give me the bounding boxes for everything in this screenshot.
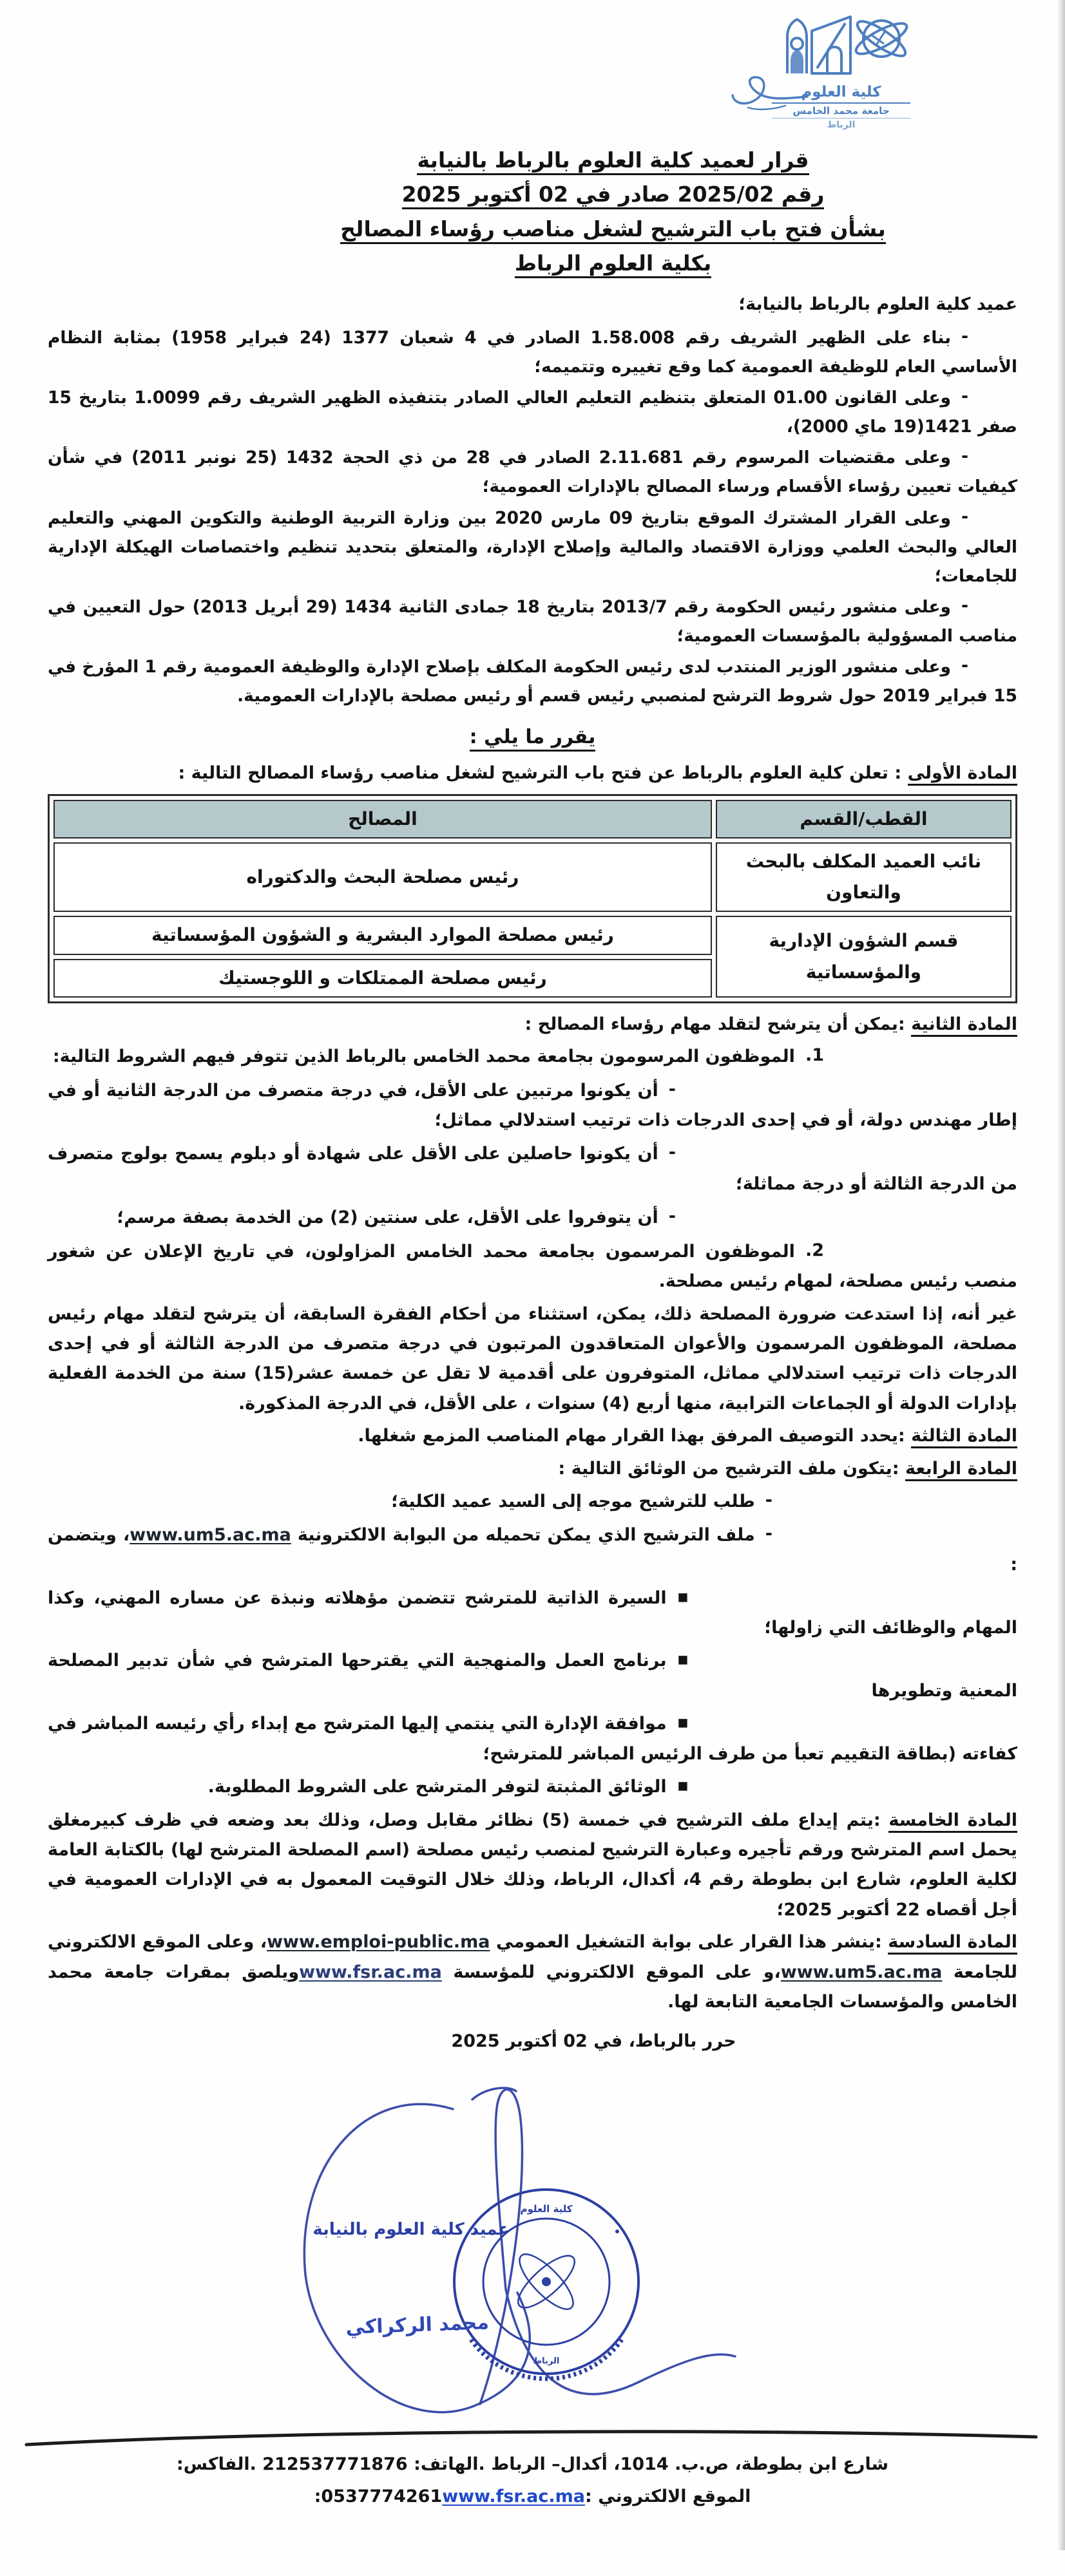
article-3	[48, 1421, 1017, 1451]
title-line-2: رقم 2025/02 صادر في 02 أكتوبر 2025	[402, 182, 825, 209]
article-separator: :	[874, 1932, 888, 1953]
article-5	[48, 1806, 1017, 1926]
preamble-list	[48, 323, 1017, 710]
dash-bullet-icon: -	[765, 1523, 772, 1544]
title-line-1: قرار لعميد كلية العلوم بالرباط بالنيابة	[417, 147, 809, 175]
dossier-subitem-text: برنامج العمل والمنهجية التي يقترحها المترشح في شأن تدبير المصلحة المعنية وتطويرها	[48, 1651, 1017, 1701]
signature-scribble-icon	[304, 2088, 735, 2412]
dossier-subitem	[48, 1772, 1017, 1802]
logo-faculty-name: كلية العلوم	[772, 84, 910, 104]
article-5-label: المادة الخامسة	[888, 1810, 1017, 1833]
dossier-subitem	[48, 1709, 1017, 1769]
article-2	[48, 1010, 1017, 1039]
document-title	[48, 143, 1017, 281]
article-separator: :	[888, 763, 908, 784]
dash-bullet-icon: -	[668, 1206, 676, 1227]
table-row	[53, 842, 1012, 912]
preamble-item	[48, 383, 1017, 441]
condition-text: أن يكونوا حاصلين على الأقل على شهادة أو دبلوم يسمح بولوج متصرف من الدرجة الثالثة أو درجة مماثلة؛	[48, 1144, 1017, 1194]
eligibility-item-1-text: الموظفون المرسومون بجامعة محمد الخامس بالرباط الذين تتوفر فيهم الشروط التالية:	[52, 1046, 795, 1067]
title-line-4: بكلية العلوم الرباط	[515, 251, 711, 278]
dossier-item-text: طلب للترشيح موجه إلى السيد عميد الكلية؛	[391, 1492, 755, 1512]
salutation: عميد كلية العلوم بالرباط بالنيابة؛	[738, 294, 1017, 314]
dash-bullet-icon: -	[961, 327, 969, 347]
um5-site-link[interactable]: www.um5.ac.ma	[780, 1962, 943, 1982]
stamp-top-text: كلية العلوم	[520, 2203, 573, 2215]
eligibility-item-2	[48, 1237, 1017, 1297]
preamble-item	[48, 652, 1017, 710]
dossier-subitem	[48, 1646, 1017, 1706]
header-services: المصالح	[53, 800, 712, 838]
dossier-subitem-text: الوثائق المثبتة لتوفر المترشح على الشروط المطلوبة.	[207, 1777, 667, 1797]
dossier-subitem-text: السيرة الذاتية للمترشح تتضمن مؤهلاته ونبذة عن مساره المهني، وكذا المهام والوظائف التي زاولها؛	[48, 1587, 1017, 1638]
dash-bullet-icon: -	[668, 1079, 676, 1099]
article-4	[48, 1454, 1017, 1484]
cell-pole-admin-affairs: قسم الشؤون الإدارية والمؤسساتية	[716, 916, 1012, 997]
faculty-logo-icon	[772, 9, 910, 81]
document-body	[48, 143, 1017, 2056]
dash-bullet-icon: -	[668, 1142, 676, 1163]
condition-item	[48, 1076, 1017, 1136]
issued-line: حرر بالرباط، في 02 أكتوبر 2025	[451, 2031, 736, 2051]
preamble-item-text: وعلى القانون 01.00 المتعلق بتنظيم التعليم العالي الصادر بتنفيذه الظهير الشريف رقم 1.0099 بتاريخ 15 صفر 1421(19 ماي 2000)،	[48, 388, 1017, 437]
cell-pole-research: نائب العميد المكلف بالبحث والتعاون	[716, 842, 1012, 912]
exception-paragraph: غير أنه، إذا استدعت ضرورة المصلحة ذلك، يمكن، استثناء من أحكام الفقرة السابقة، أن يترشح لتقلد مهام رئيس مصلحة، الموظفون المرسمون والأعوان المتعاقدون المرتبون في درجة متصرف من الدرجة الثالثة أو في إحدى الدرجات ذات ترتيب استدلالي مماثل، المتوفرون على أقدمية لا تقل عن خمسة عشر(15) سنة من الخدمة الفعلية بإدارات الدولة أو الجماعات الترابية، منها أربع (4) سنوات ، على الأقل، في الدرجة المذكورة.	[48, 1303, 1017, 1414]
article-1	[48, 759, 1017, 788]
article-4-label: المادة الرابعة	[905, 1459, 1017, 1481]
footer-address-line: شارع ابن بطوطة، ص.ب. 1014، أكدال– الرباط .الهاتف: 212537771876 .الفاكس:	[176, 2454, 889, 2474]
logo-city-label: الرباط	[827, 120, 856, 130]
preamble-item	[48, 592, 1017, 650]
condition-text: أن يتوفروا على الأقل، على سنتين (2) من الخدمة بصفة مرسم؛	[117, 1208, 658, 1228]
article-separator: :	[897, 1426, 912, 1446]
signature-role-text: عميد كلية العلوم بالنيابة	[312, 2220, 510, 2239]
fsr-site-link[interactable]: www.fsr.ac.ma	[299, 1962, 442, 1982]
preamble-item-text: وعلى منشور رئيس الحكومة رقم 2013/7 بتاريخ 18 جمادى الثانية 1434 (29 أبريل 2013) حول التعيين في مناصب المسؤولية بالمؤسسات العمومية؛	[48, 596, 1017, 646]
article-1-label: المادة الأولى	[908, 763, 1017, 786]
scan-edge-shadow	[1057, 0, 1065, 2550]
title-line-3: بشأن فتح باب الترشيح لشغل مناصب رؤساء المصالح	[340, 216, 885, 244]
footer-website-line	[0, 2481, 1065, 2513]
cell-service-hr: رئيس مصلحة الموارد البشرية و الشؤون المؤسساتية	[53, 916, 712, 954]
preamble-item	[48, 443, 1017, 501]
preamble-item-text: وعلى مقتضيات المرسوم رقم 2.11.681 الصادر في 28 من ذي الحجة 1432 (25 نونبر 2011) في شأن كيفيات تعيين رؤساء الأقسام ورساء المصالح بالإدارات العمومية؛	[48, 448, 1017, 497]
article-6	[48, 1927, 1017, 2017]
table-header-row	[53, 800, 1012, 838]
dash-bullet-icon: -	[961, 595, 968, 616]
footer-site-label: الموقع الالكتروني :	[585, 2486, 751, 2506]
number-bullet: 1.	[805, 1045, 824, 1066]
preamble-item	[48, 504, 1017, 591]
signature-and-stamp	[253, 2077, 743, 2438]
article-6-text: ينشر هذا القرار على بوابة التشغيل العمومي	[490, 1932, 875, 1953]
round-stamp-icon	[454, 2190, 638, 2379]
square-bullet-icon: ▪	[676, 1586, 689, 1607]
condition-text: أن يكونوا مرتبين على الأقل، في درجة متصرف من الدرجة الثانية أو في إطار مهندس دولة، أو في إحدى الدرجات ذات ترتيب استدلالي مماثل؛	[48, 1080, 1017, 1130]
square-bullet-icon: ▪	[676, 1649, 689, 1670]
preamble-item	[48, 323, 1017, 381]
article-3-label: المادة الثالثة	[911, 1426, 1017, 1448]
dossier-item-text: ، ويتضمن :	[48, 1524, 1017, 1575]
eligibility-item-1	[48, 1042, 1017, 1072]
stamp-bottom-text: الرباط	[533, 2356, 560, 2366]
preamble-item-text: وعلى منشور الوزير المنتدب لدى رئيس الحكومة المكلف بإصلاح الإدارة والوظيفة العمومية رقم 1 المؤرخ في 15 فبراير 2019 حول شروط الترشح لمنصبي رئيس قسم أو رئيس مصلحة بالإدارات العمومية.	[48, 656, 1017, 706]
preamble-item-text: وعلى القرار المشترك الموقع بتاريخ 09 مارس 2020 بين وزارة التربية الوطنية والتكوين المهني والتعليم العالي والبحث العلمي ووزارة الاقتصاد والمالية وإصلاح الإدارة، والمتعلق بتحديد تنظيم واختصاصات الهيكلة الإدارية للجامعات؛	[48, 507, 1017, 586]
square-bullet-icon: ▪	[676, 1712, 689, 1733]
eligibility-item-2-text: الموظفون المرسمون بجامعة محمد الخامس المزاولون، في تاريخ الإعلان عن شغور منصب رئيس مصلحة، لمهام رئيس مصلحة.	[48, 1241, 1017, 1292]
square-bullet-icon: ▪	[676, 1776, 689, 1796]
dash-bullet-icon: -	[961, 506, 968, 527]
um5-portal-link[interactable]: www.um5.ac.ma	[130, 1524, 291, 1545]
footer-fax-number: :0537774261	[314, 2486, 443, 2506]
table-row	[53, 916, 1012, 954]
decision-heading: يقرر ما يلي :	[48, 721, 1017, 754]
condition-item	[48, 1139, 1017, 1199]
emploi-public-link[interactable]: www.emploi-public.ma	[267, 1932, 490, 1953]
article-3-text: يحدد التوصيف المرفق بهذا القرار مهام المناصب المزمع شغلها.	[358, 1426, 898, 1446]
footer-fsr-link[interactable]: www.fsr.ac.ma	[442, 2486, 585, 2506]
article-separator: :	[873, 1810, 889, 1830]
article-6-text: ويلصق بمقرات جامعة محمد الخامس والمؤسسات الجامعية التابعة لها.	[48, 1962, 1017, 2012]
logo-university-name: جامعة محمد الخامس	[772, 104, 910, 118]
footer	[0, 2448, 1065, 2513]
dossier-item	[48, 1520, 1017, 1580]
preamble-item-text: بناء على الظهير الشريف رقم 1.58.008 الصادر في 4 شعبان 1377 (24 فبراير 1958) بمثابة النظام الأساسي العام للوظيفة العمومية كما وقع تغييره وتتميمه؛	[48, 328, 1017, 377]
dossier-item-text: ملف الترشيح الذي يمكن تحميله من البوابة الالكترونية	[291, 1524, 755, 1545]
dash-bullet-icon: -	[961, 655, 968, 676]
article-2-text: يمكن أن يترشح لتقلد مهام رؤساء المصالح :	[524, 1014, 898, 1034]
dossier-subitem	[48, 1584, 1017, 1643]
article-separator: :	[897, 1014, 912, 1034]
article-2-label: المادة الثانية	[911, 1014, 1017, 1037]
header-pole-department: القطب/القسم	[716, 800, 1012, 838]
article-6-label: المادة السادسة	[888, 1932, 1017, 1955]
signature-block	[253, 2077, 743, 2438]
article-4-text: يتكون ملف الترشيح من الوثائق التالية :	[558, 1458, 892, 1479]
article-1-text: تعلن كلية العلوم بالرباط عن فتح باب الترشيح لشغل مناصب رؤساء المصالح التالية :	[178, 763, 888, 784]
dash-bullet-icon: -	[961, 446, 968, 467]
number-bullet: 2.	[805, 1240, 824, 1260]
handwritten-initials-icon	[729, 72, 812, 117]
signature-name-text: محمد الركراكي	[345, 2311, 490, 2339]
cell-service-logistics: رئيس مصلحة الممتلكات و اللوجستيك	[53, 959, 712, 998]
services-table	[48, 794, 1017, 1003]
footer-rule	[21, 2427, 1042, 2450]
article-6-text: ، وعلى الموقع الالكتروني للجامعة	[48, 1932, 1017, 1982]
article-5-text: يتم إيداع ملف الترشيح في خمسة (5) نظائر مقابل وصل، وذلك بعد وضعه في ظرف كبيرمغلق يحمل اسم المترشح ورقم تأجيره وعبارة الترشيح لمنصب رئيس مصلحة (اسم المصلحة المترشح لها) بالكتابة العامة لكلية العلوم، شارع ابن بطوطة رقم 4، أكدال، الرباط، وذلك خلال التوقيت المعمول به في الإدارات العمومية في أجل أقصاه 22 أكتوبر 2025؛	[48, 1810, 1017, 1920]
dossier-subitem-text: موافقة الإدارة التي ينتمي إليها المترشح مع إبداء رأي رئيسه المباشر في كفاءته (بطاقة التقييم تعبأ من طرف الرئيس المباشر للمترشح؛	[48, 1714, 1017, 1764]
article-separator: :	[892, 1458, 905, 1479]
article-6-text: ،و على الموقع الالكتروني للمؤسسة	[441, 1962, 781, 1982]
dash-bullet-icon: -	[765, 1490, 772, 1511]
condition-item	[48, 1203, 1017, 1233]
dash-bullet-icon: -	[961, 386, 968, 407]
dossier-item	[48, 1487, 1017, 1517]
cell-service-research-doctorate: رئيس مصلحة البحث والدكتوراه	[53, 842, 712, 912]
